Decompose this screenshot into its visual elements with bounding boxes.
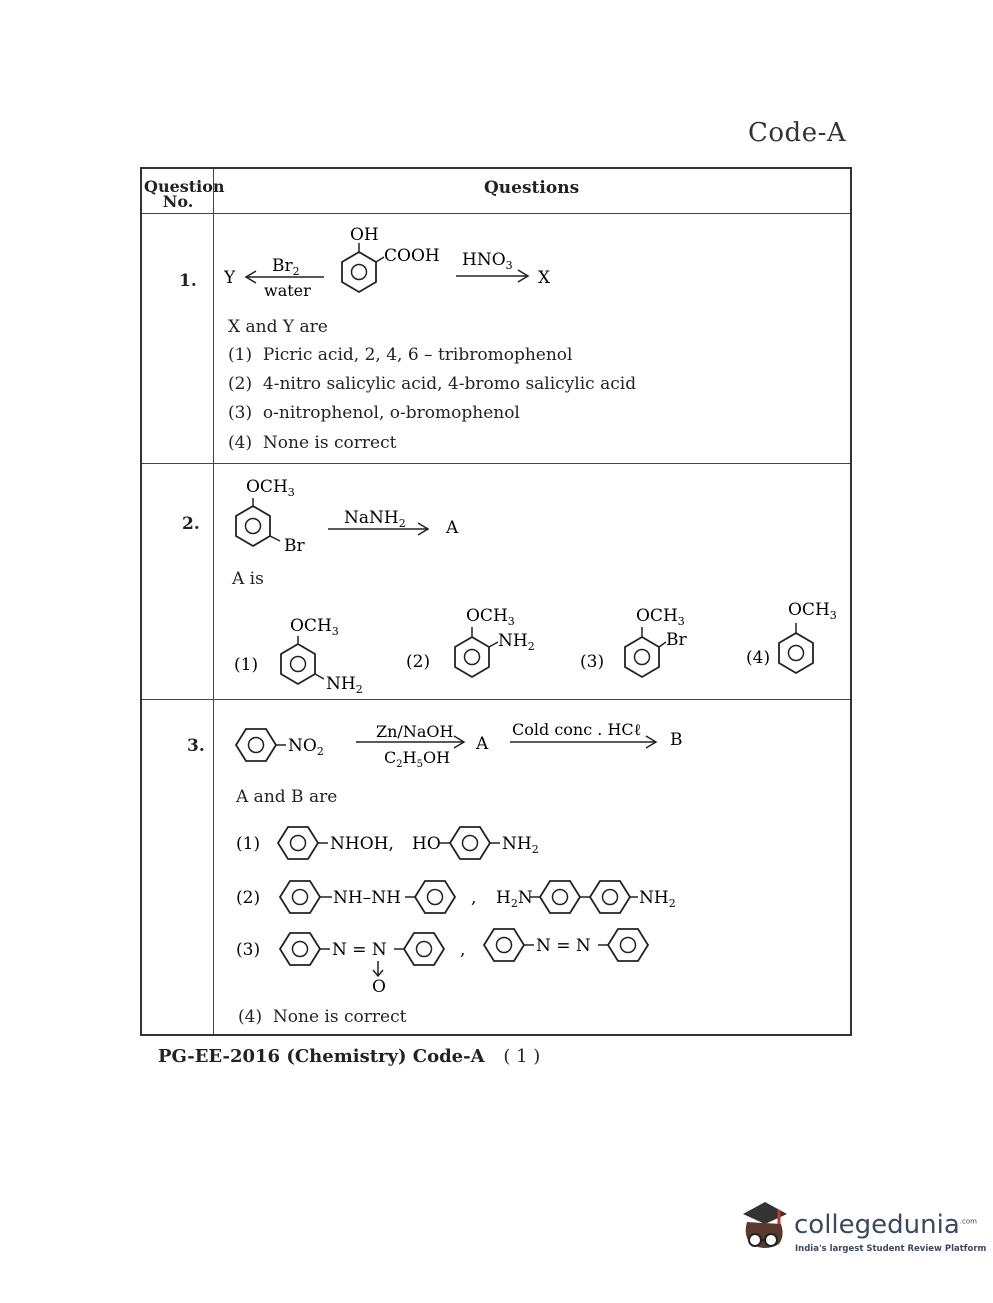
reagent-br: Br — [272, 256, 293, 276]
option-2-number: (2) — [406, 652, 431, 672]
option-text: None is correct — [262, 433, 397, 453]
option-1 — [228, 345, 572, 365]
aromatic-circle — [603, 890, 618, 905]
product-a: A — [446, 518, 459, 538]
benzene-ring — [236, 506, 270, 546]
option-2-number: (2) — [236, 888, 261, 908]
question-stem: X and Y are — [228, 317, 328, 337]
aromatic-circle — [463, 836, 478, 851]
benzene-ring — [342, 252, 376, 292]
brand-tagline: India's largest Student Review Platform — [795, 1244, 987, 1254]
benzene-ring — [484, 929, 524, 961]
aromatic-circle — [621, 938, 636, 953]
condition-water: water — [264, 281, 311, 300]
bond — [489, 642, 498, 647]
option-number: (4) — [228, 433, 253, 453]
aromatic-circle — [417, 942, 432, 957]
benzene-ring — [779, 633, 813, 673]
reagent-br-sub: 2 — [292, 265, 300, 278]
option-3-azo: N = N — [536, 936, 591, 956]
aromatic-circle — [497, 938, 512, 953]
collegedunia-mascot-icon — [735, 1196, 795, 1256]
product-x: X — [538, 268, 551, 288]
option-2-nh2: $NH_2$ — [498, 631, 535, 653]
row-divider — [142, 463, 850, 464]
option-3-och3: $OCH_3$ — [636, 606, 685, 628]
group-cooh: COOH — [384, 246, 440, 266]
benzene-ring — [236, 729, 276, 761]
q3-options — [234, 819, 734, 999]
option-text: Picric acid, 2, 4, 6 – tribromophenol — [262, 345, 573, 365]
benzene-ring — [404, 933, 444, 965]
option-1-nh2: $NH_2$ — [326, 674, 363, 696]
option-3-azoxy: N = N — [332, 940, 387, 960]
option-3-br: Br — [666, 630, 687, 650]
q2-reaction-scheme — [228, 469, 488, 559]
option-text: o-nitrophenol, o-bromophenol — [262, 403, 520, 423]
option-1-number: (1) — [234, 655, 259, 675]
option-3-number: (3) — [580, 652, 605, 672]
brand-suffix: .com — [959, 1217, 977, 1226]
reagent-nanh-sub: 2 — [398, 517, 406, 530]
reagent-nanh2 — [344, 508, 406, 530]
option-4 — [228, 433, 396, 453]
aromatic-circle — [293, 890, 308, 905]
option-1-och3: $OCH_3$ — [290, 616, 339, 638]
benzene-ring — [278, 827, 318, 859]
option-2 — [228, 374, 636, 394]
reagent-zn-naoh: Zn/NaOH — [376, 722, 454, 741]
benzene-ring — [455, 637, 489, 677]
option-3 — [228, 403, 520, 423]
option-3-number: (3) — [236, 940, 261, 960]
footer-title: PG-EE-2016 (Chemistry) Code-A — [158, 1046, 485, 1067]
header-divider — [142, 213, 850, 214]
option-2-nh2: $NH_2$ — [639, 888, 676, 910]
option-number: (2) — [228, 374, 253, 394]
aromatic-circle — [789, 646, 804, 661]
bond — [315, 674, 324, 679]
group-oh: OH — [350, 225, 379, 245]
reagent-hno-sub: 3 — [505, 259, 513, 272]
option-text: None is correct — [272, 1007, 407, 1027]
product-y: Y — [224, 268, 236, 288]
reagent-ethanol: $C_2H_5OH$ — [384, 748, 451, 770]
aromatic-circle — [465, 650, 480, 665]
header-no-label: No. — [162, 192, 194, 211]
bond — [270, 536, 280, 541]
aromatic-circle — [291, 836, 306, 851]
reagent-hno3 — [462, 250, 513, 272]
question-number: 3. — [187, 736, 205, 756]
intermediate-a: A — [476, 734, 489, 754]
glasses-right — [765, 1234, 777, 1246]
aromatic-circle — [291, 657, 306, 672]
q1-reaction-scheme — [224, 221, 584, 301]
reagent-nanh: NaNH — [344, 508, 399, 528]
column-header-questions: Questions — [484, 178, 580, 198]
option-2-h2n: $H_2N$ — [496, 888, 533, 910]
benzene-ring — [280, 881, 320, 913]
question-number: 1. — [179, 271, 197, 291]
option-text: 4-nitro salicylic acid, 4-bromo salicylic acid — [262, 374, 637, 394]
glasses-left — [749, 1234, 761, 1246]
option-1-ho: HO — [412, 834, 441, 854]
q2-options — [230, 599, 850, 699]
option-number: (4) — [238, 1007, 263, 1027]
q3-reaction-scheme — [232, 709, 712, 779]
option-4-number: (4) — [746, 648, 771, 668]
question-table — [140, 167, 852, 1036]
option-2-och3: $OCH_3$ — [466, 606, 515, 628]
reagent-hcl: Cold conc . HCℓ — [512, 720, 642, 739]
group-br: Br — [284, 536, 305, 556]
paper-code: Code-A — [748, 118, 847, 148]
header-question-label: Question — [144, 177, 225, 196]
page-footer — [158, 1046, 540, 1067]
page-number: ( 1 ) — [503, 1046, 541, 1067]
brand-name — [794, 1210, 977, 1240]
aromatic-circle — [246, 519, 261, 534]
option-4 — [238, 1007, 406, 1027]
bond — [659, 642, 666, 647]
option-3-oxygen: O — [372, 977, 386, 997]
aromatic-circle — [635, 650, 650, 665]
option-number: (1) — [228, 345, 253, 365]
benzene-ring — [415, 881, 455, 913]
benzene-ring — [608, 929, 648, 961]
column-divider — [213, 169, 214, 1034]
question-stem: A is — [232, 569, 264, 589]
column-header-question-no — [144, 177, 225, 211]
aromatic-circle — [249, 738, 264, 753]
option-number: (3) — [228, 403, 253, 423]
option-2-hydrazo: NH–NH — [333, 888, 401, 908]
question-stem: A and B are — [236, 787, 338, 807]
bond — [376, 257, 384, 262]
reagent-br2 — [272, 256, 300, 278]
aromatic-circle — [293, 942, 308, 957]
benzene-ring — [625, 637, 659, 677]
reagent-hno: HNO — [462, 250, 506, 270]
group-och3: $OCH_3$ — [246, 477, 295, 499]
benzene-ring — [281, 644, 315, 684]
separator-comma: , — [460, 940, 466, 960]
option-1-number: (1) — [236, 834, 261, 854]
aromatic-circle — [428, 890, 443, 905]
option-4-och3: $OCH_3$ — [788, 600, 837, 622]
separator-comma: , — [471, 888, 477, 908]
benzene-ring — [540, 881, 580, 913]
option-1-nh2: $NH_2$ — [502, 834, 539, 856]
benzene-ring — [590, 881, 630, 913]
aromatic-circle — [352, 265, 367, 280]
group-no2: $NO_2$ — [288, 736, 324, 758]
row-divider — [142, 699, 850, 700]
product-b: B — [670, 730, 683, 750]
question-number: 2. — [182, 514, 200, 534]
brand-name-text: collegedunia — [794, 1210, 960, 1240]
aromatic-circle — [553, 890, 568, 905]
benzene-ring — [450, 827, 490, 859]
option-1-nhoh: NHOH, — [330, 834, 394, 854]
benzene-ring — [280, 933, 320, 965]
